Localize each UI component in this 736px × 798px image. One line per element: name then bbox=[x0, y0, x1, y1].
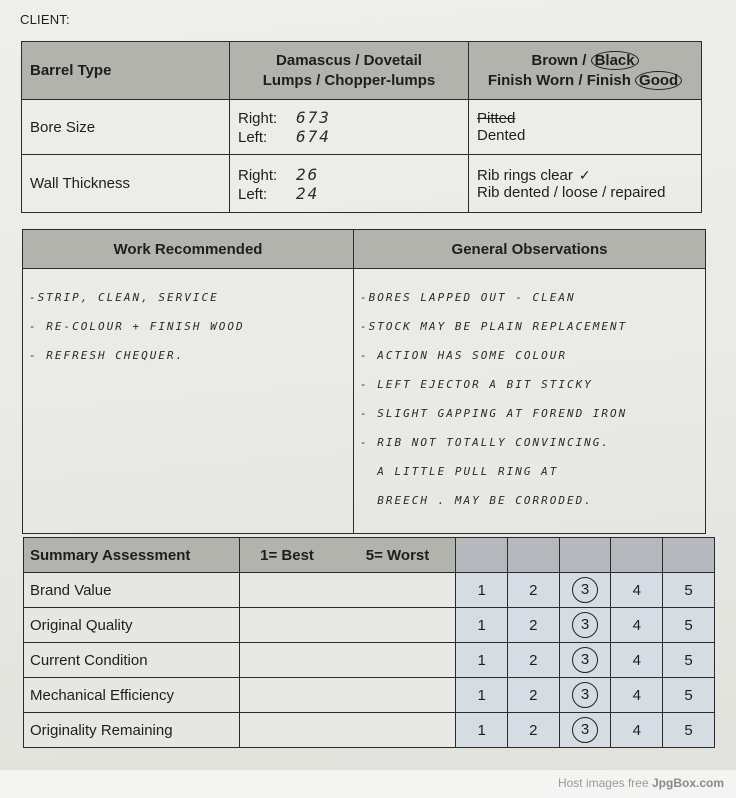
summary-row-label: Mechanical Efficiency bbox=[24, 678, 240, 713]
observation-note: -STOCK MAY BE PLAIN REPLACEMENT bbox=[360, 320, 628, 333]
work-recommended-notes bbox=[23, 269, 354, 534]
best-label: 1= Best bbox=[260, 546, 314, 564]
observation-note: -BORES LAPPED OUT - CLEAN bbox=[360, 291, 576, 304]
finish-brown: Brown / bbox=[531, 51, 591, 69]
rating-cell bbox=[611, 573, 663, 608]
summary-row bbox=[24, 608, 715, 643]
barrel-type-options bbox=[230, 42, 469, 100]
rating-cell bbox=[559, 713, 611, 748]
summary-row-label: Original Quality bbox=[24, 608, 240, 643]
rating-value: 1 bbox=[477, 721, 486, 739]
bore-left-label: Left: bbox=[238, 129, 268, 146]
barrel-option-damascus: Damascus / Dovetail bbox=[276, 51, 422, 69]
rating-value: 4 bbox=[632, 721, 641, 739]
rib-condition bbox=[469, 155, 702, 213]
work-observations-table bbox=[22, 229, 706, 534]
checkmark-icon: ✓ bbox=[578, 166, 591, 183]
summary-row-label: Originality Remaining bbox=[24, 713, 240, 748]
rating-cell bbox=[559, 678, 611, 713]
finish-good-circled: Good bbox=[635, 71, 682, 90]
selected-rating-circle: 3 bbox=[572, 717, 598, 743]
rating-value: 5 bbox=[684, 721, 693, 739]
observation-note: A LITTLE PULL RING AT bbox=[360, 465, 559, 478]
summary-row bbox=[24, 643, 715, 678]
work-note: - REFRESH CHEQUER. bbox=[29, 349, 185, 362]
summary-row bbox=[24, 678, 715, 713]
bore-size-label: Bore Size bbox=[22, 100, 230, 155]
rating-cell bbox=[456, 713, 508, 748]
barrel-table bbox=[21, 41, 702, 213]
summary-row bbox=[24, 713, 715, 748]
barrel-option-lumps: Lumps / Chopper-lumps bbox=[262, 71, 436, 89]
rating-value: 4 bbox=[632, 581, 641, 599]
rating-value: 1 bbox=[477, 581, 486, 599]
summary-row-blank bbox=[240, 608, 456, 643]
summary-row-blank bbox=[240, 573, 456, 608]
wall-thickness-values bbox=[230, 155, 469, 213]
bore-right-value: 673 bbox=[296, 108, 331, 127]
work-note: -STRIP, CLEAN, SERVICE bbox=[29, 291, 219, 304]
rating-cell bbox=[611, 678, 663, 713]
rating-cell bbox=[559, 573, 611, 608]
work-note: - RE-COLOUR + FINISH WOOD bbox=[29, 320, 245, 333]
client-label: CLIENT: bbox=[20, 12, 70, 27]
summary-row-blank bbox=[240, 678, 456, 713]
rating-cell bbox=[559, 608, 611, 643]
bore-right-label: Right: bbox=[238, 110, 278, 127]
summary-assessment-header: Summary Assessment bbox=[24, 538, 240, 573]
barrel-type-label: Barrel Type bbox=[22, 42, 230, 100]
footer-watermark bbox=[558, 776, 724, 790]
rating-value: 2 bbox=[529, 581, 538, 599]
rating-value: 5 bbox=[684, 651, 693, 669]
rib-rings-option: Rib rings clear bbox=[477, 166, 573, 184]
rating-cell bbox=[456, 573, 508, 608]
rating-cell bbox=[559, 643, 611, 678]
rating-value: 2 bbox=[529, 616, 538, 634]
rating-cell bbox=[456, 608, 508, 643]
wall-thickness-label: Wall Thickness bbox=[22, 155, 230, 213]
worst-label: 5= Worst bbox=[365, 546, 430, 564]
rib-dented-option: Rib dented / loose / repaired bbox=[477, 183, 666, 201]
rating-cell bbox=[611, 608, 663, 643]
observation-note: - ACTION HAS SOME COLOUR bbox=[360, 349, 567, 362]
rating-cell bbox=[663, 608, 715, 643]
selected-rating-circle: 3 bbox=[572, 612, 598, 638]
summary-row bbox=[24, 573, 715, 608]
wall-right-value: 26 bbox=[296, 164, 320, 184]
rating-cell bbox=[611, 643, 663, 678]
summary-row-label: Current Condition bbox=[24, 643, 240, 678]
summary-row-blank bbox=[240, 643, 456, 678]
work-recommended-header: Work Recommended bbox=[23, 230, 354, 269]
rating-cell bbox=[456, 643, 508, 678]
rating-value: 5 bbox=[684, 581, 693, 599]
bore-size-values bbox=[230, 100, 469, 155]
rating-value: 1 bbox=[477, 686, 486, 704]
rating-cell bbox=[507, 573, 559, 608]
observation-note: - SLIGHT GAPPING AT FOREND IRON bbox=[360, 407, 628, 420]
general-observations-header: General Observations bbox=[354, 230, 706, 269]
dented-option: Dented bbox=[477, 127, 526, 144]
selected-rating-circle: 3 bbox=[572, 647, 598, 673]
rating-cell bbox=[663, 713, 715, 748]
summary-assessment-table bbox=[23, 537, 715, 748]
footer-brand: JpgBox.com bbox=[651, 776, 724, 790]
wall-left-label: Left: bbox=[238, 185, 268, 203]
observation-note: - LEFT EJECTOR A BIT STICKY bbox=[360, 378, 593, 391]
rating-cell bbox=[663, 573, 715, 608]
rating-value: 4 bbox=[632, 686, 641, 704]
summary-row-blank bbox=[240, 713, 456, 748]
bore-condition bbox=[469, 100, 702, 155]
rating-cell bbox=[663, 643, 715, 678]
selected-rating-circle: 3 bbox=[572, 682, 598, 708]
observation-note: BREECH . MAY BE CORRODED. bbox=[360, 494, 593, 507]
finish-options bbox=[469, 42, 702, 100]
rating-cell bbox=[507, 713, 559, 748]
rating-value: 5 bbox=[684, 616, 693, 634]
general-observations-notes bbox=[354, 269, 706, 534]
wall-left-value: 24 bbox=[296, 183, 320, 203]
finish-black-circled: Black bbox=[591, 51, 639, 70]
rating-value: 1 bbox=[477, 651, 486, 669]
rating-cell bbox=[507, 608, 559, 643]
finish-worn: Finish Worn / Finish bbox=[487, 71, 636, 89]
pitted-option: Pitted bbox=[477, 110, 516, 127]
footer-prefix: Host images free bbox=[557, 776, 652, 790]
rating-cell bbox=[611, 713, 663, 748]
summary-row-label: Brand Value bbox=[24, 573, 240, 608]
rating-legend bbox=[240, 538, 456, 573]
rating-cell bbox=[507, 678, 559, 713]
observation-note: - RIB NOT TOTALLY CONVINCING. bbox=[360, 436, 611, 449]
selected-rating-circle: 3 bbox=[572, 577, 598, 603]
rating-value: 1 bbox=[477, 616, 486, 634]
rating-value: 4 bbox=[632, 616, 641, 634]
rating-value: 4 bbox=[632, 651, 641, 669]
rating-cell bbox=[507, 643, 559, 678]
rating-cell bbox=[663, 678, 715, 713]
wall-right-label: Right: bbox=[238, 166, 278, 184]
rating-value: 5 bbox=[684, 686, 693, 704]
rating-value: 2 bbox=[529, 721, 538, 739]
bore-left-value: 674 bbox=[296, 127, 331, 146]
rating-cell bbox=[456, 678, 508, 713]
rating-value: 2 bbox=[529, 686, 538, 704]
rating-value: 2 bbox=[529, 651, 538, 669]
